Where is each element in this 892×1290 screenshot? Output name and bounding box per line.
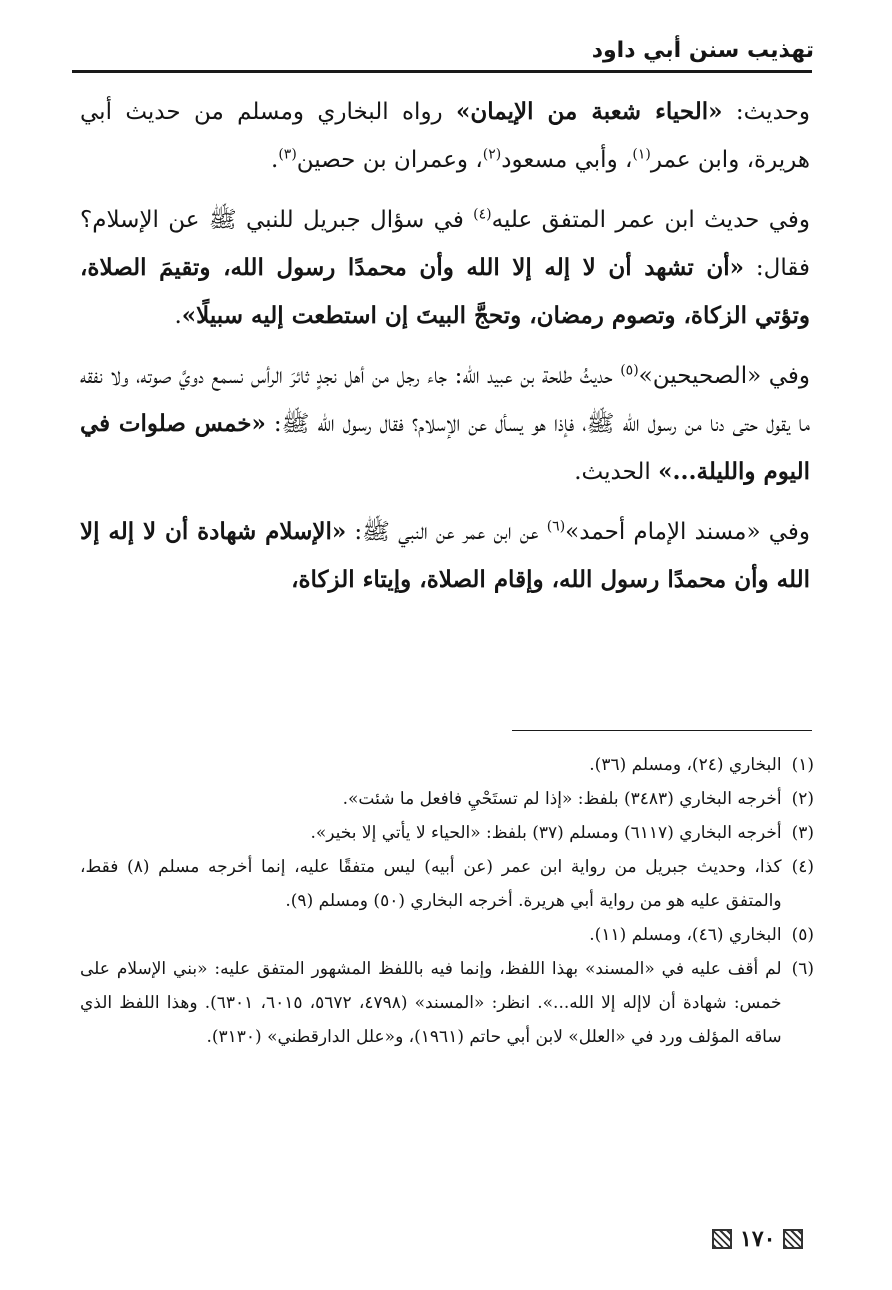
footnote-number: (٥) xyxy=(791,925,814,945)
footnote-item xyxy=(80,952,814,1054)
running-header: تهذيب سنن أبي داود xyxy=(591,38,814,63)
text-span: ، وعمران بن حصين xyxy=(296,147,483,173)
ornament-icon xyxy=(712,1229,732,1249)
footnote-item xyxy=(80,782,814,816)
footnote-text: أخرجه البخاري (٣٤٨٣) بلفظ: «إذا لم تستَحْيِ فافعل ما شئت». xyxy=(342,789,782,809)
page-number: ١٧٠ xyxy=(740,1226,776,1252)
footnote-text: كذا، وحديث جبريل من رواية ابن عمر (عن أبيه) ليس متفقًا عليه، إنما أخرجه مسلم (٨) فقط، والمتفق عليه هو من رواية أبي هريرة. أخرجه البخاري (٥٠) ومسلم (٩). xyxy=(80,857,782,911)
text-span: عن ابن عمر عن النبي ﷺ: xyxy=(346,519,547,545)
footnote-text: البخاري (٢٤)، ومسلم (٣٦). xyxy=(589,755,782,775)
footnote-item xyxy=(80,918,814,952)
main-text xyxy=(80,88,810,616)
text-span: وفي «الصحيحين» xyxy=(638,363,810,389)
hadith-quote: «الإسلام شهادة أن لا إله إلا الله وأن محمدًا رسول الله، وإقام الصلاة، وإيتاء الزكاة، xyxy=(80,518,810,593)
text-span: وحديث: xyxy=(722,99,810,125)
footnote-ref[interactable]: (٣) xyxy=(278,146,297,163)
footnote-item xyxy=(80,816,814,850)
footnotes xyxy=(80,748,814,1054)
paragraph-1 xyxy=(80,88,810,184)
footnote-number: (٣) xyxy=(791,823,814,843)
text-span: وفي «مسند الإمام أحمد» xyxy=(565,519,810,545)
footnote-ref[interactable]: (١) xyxy=(632,146,651,163)
paragraph-3 xyxy=(80,352,810,496)
page-number-block xyxy=(712,1226,803,1252)
footnote-ref[interactable]: (٥) xyxy=(620,362,639,379)
footnote-item xyxy=(80,850,814,918)
footnote-ref[interactable]: (٦) xyxy=(546,518,566,535)
footnote-ref[interactable]: (٢) xyxy=(482,146,502,163)
footnote-text: أخرجه البخاري (٦١١٧) ومسلم (٣٧) بلفظ: «الحياء لا يأتي إلا بخير». xyxy=(310,823,782,843)
text-span: . xyxy=(174,303,182,329)
footnote-number: (١) xyxy=(791,755,814,775)
footnote-item xyxy=(80,748,814,782)
footnote-number: (٦) xyxy=(791,959,814,979)
footnote-separator xyxy=(512,730,812,731)
ornament-icon xyxy=(783,1229,803,1249)
header-rule xyxy=(72,70,812,73)
footnote-text: البخاري (٤٦)، ومسلم (١١). xyxy=(589,925,782,945)
text-span: في سؤال جبريل للنبي ﷺ عن الإسلام؟ فقال: xyxy=(80,207,810,281)
text-span: . xyxy=(271,147,279,173)
footnote-number: (٤) xyxy=(791,857,814,877)
hadith-quote: «أن تشهد أن لا إله إلا الله وأن محمدًا رسول الله، وتقيمَ الصلاة، وتؤتي الزكاة، وتصوم رمضان، وتحجَّ البيتَ إن استطعت إليه سبيلًا» xyxy=(80,254,810,329)
footnote-number: (٢) xyxy=(791,789,814,809)
text-span: رواه البخاري ومسلم من حديث أبي هريرة، وابن عمر xyxy=(80,99,810,173)
text-span: الحديث. xyxy=(574,459,659,485)
hadith-quote: «الحياء شعبة من الإيمان» xyxy=(456,98,723,125)
paragraph-4 xyxy=(80,508,810,604)
text-span: وفي حديث ابن عمر المتفق عليه xyxy=(491,207,810,233)
hadith-quote: «خمس صلوات في اليوم والليلة...» xyxy=(80,410,810,485)
text-span: حديثُ طلحة بن عبيد الله: جاء رجل من أهل نجدٍ ثائرَ الرأس نسمع دويَّ صوته، ولا نفقه ما يقول حتى دنا من رسول الله ﷺ، فإذا هو يسأل عن الإسلام؟ فقال رسول الله ﷺ: xyxy=(80,363,810,437)
footnote-text: لم أقف عليه في «المسند» بهذا اللفظ، وإنما فيه باللفظ المشهور المتفق عليه: «بني الإسلام على خمس: شهادة أن لاإله إلا الله...». انظر: «المسند» (٤٧٩٨، ٥٦٧٢، ٦٠١٥، ٦٣٠١). وهذا اللفظ الذي ساقه المؤلف ورد في «العلل» لابن أبي حاتم (١٩٦١)، و«علل الدارقطني» (٣١٣٠). xyxy=(80,959,782,1047)
paragraph-2 xyxy=(80,196,810,340)
footnote-ref[interactable]: (٤) xyxy=(473,206,492,223)
text-span: ، وأبي مسعود xyxy=(501,147,633,173)
